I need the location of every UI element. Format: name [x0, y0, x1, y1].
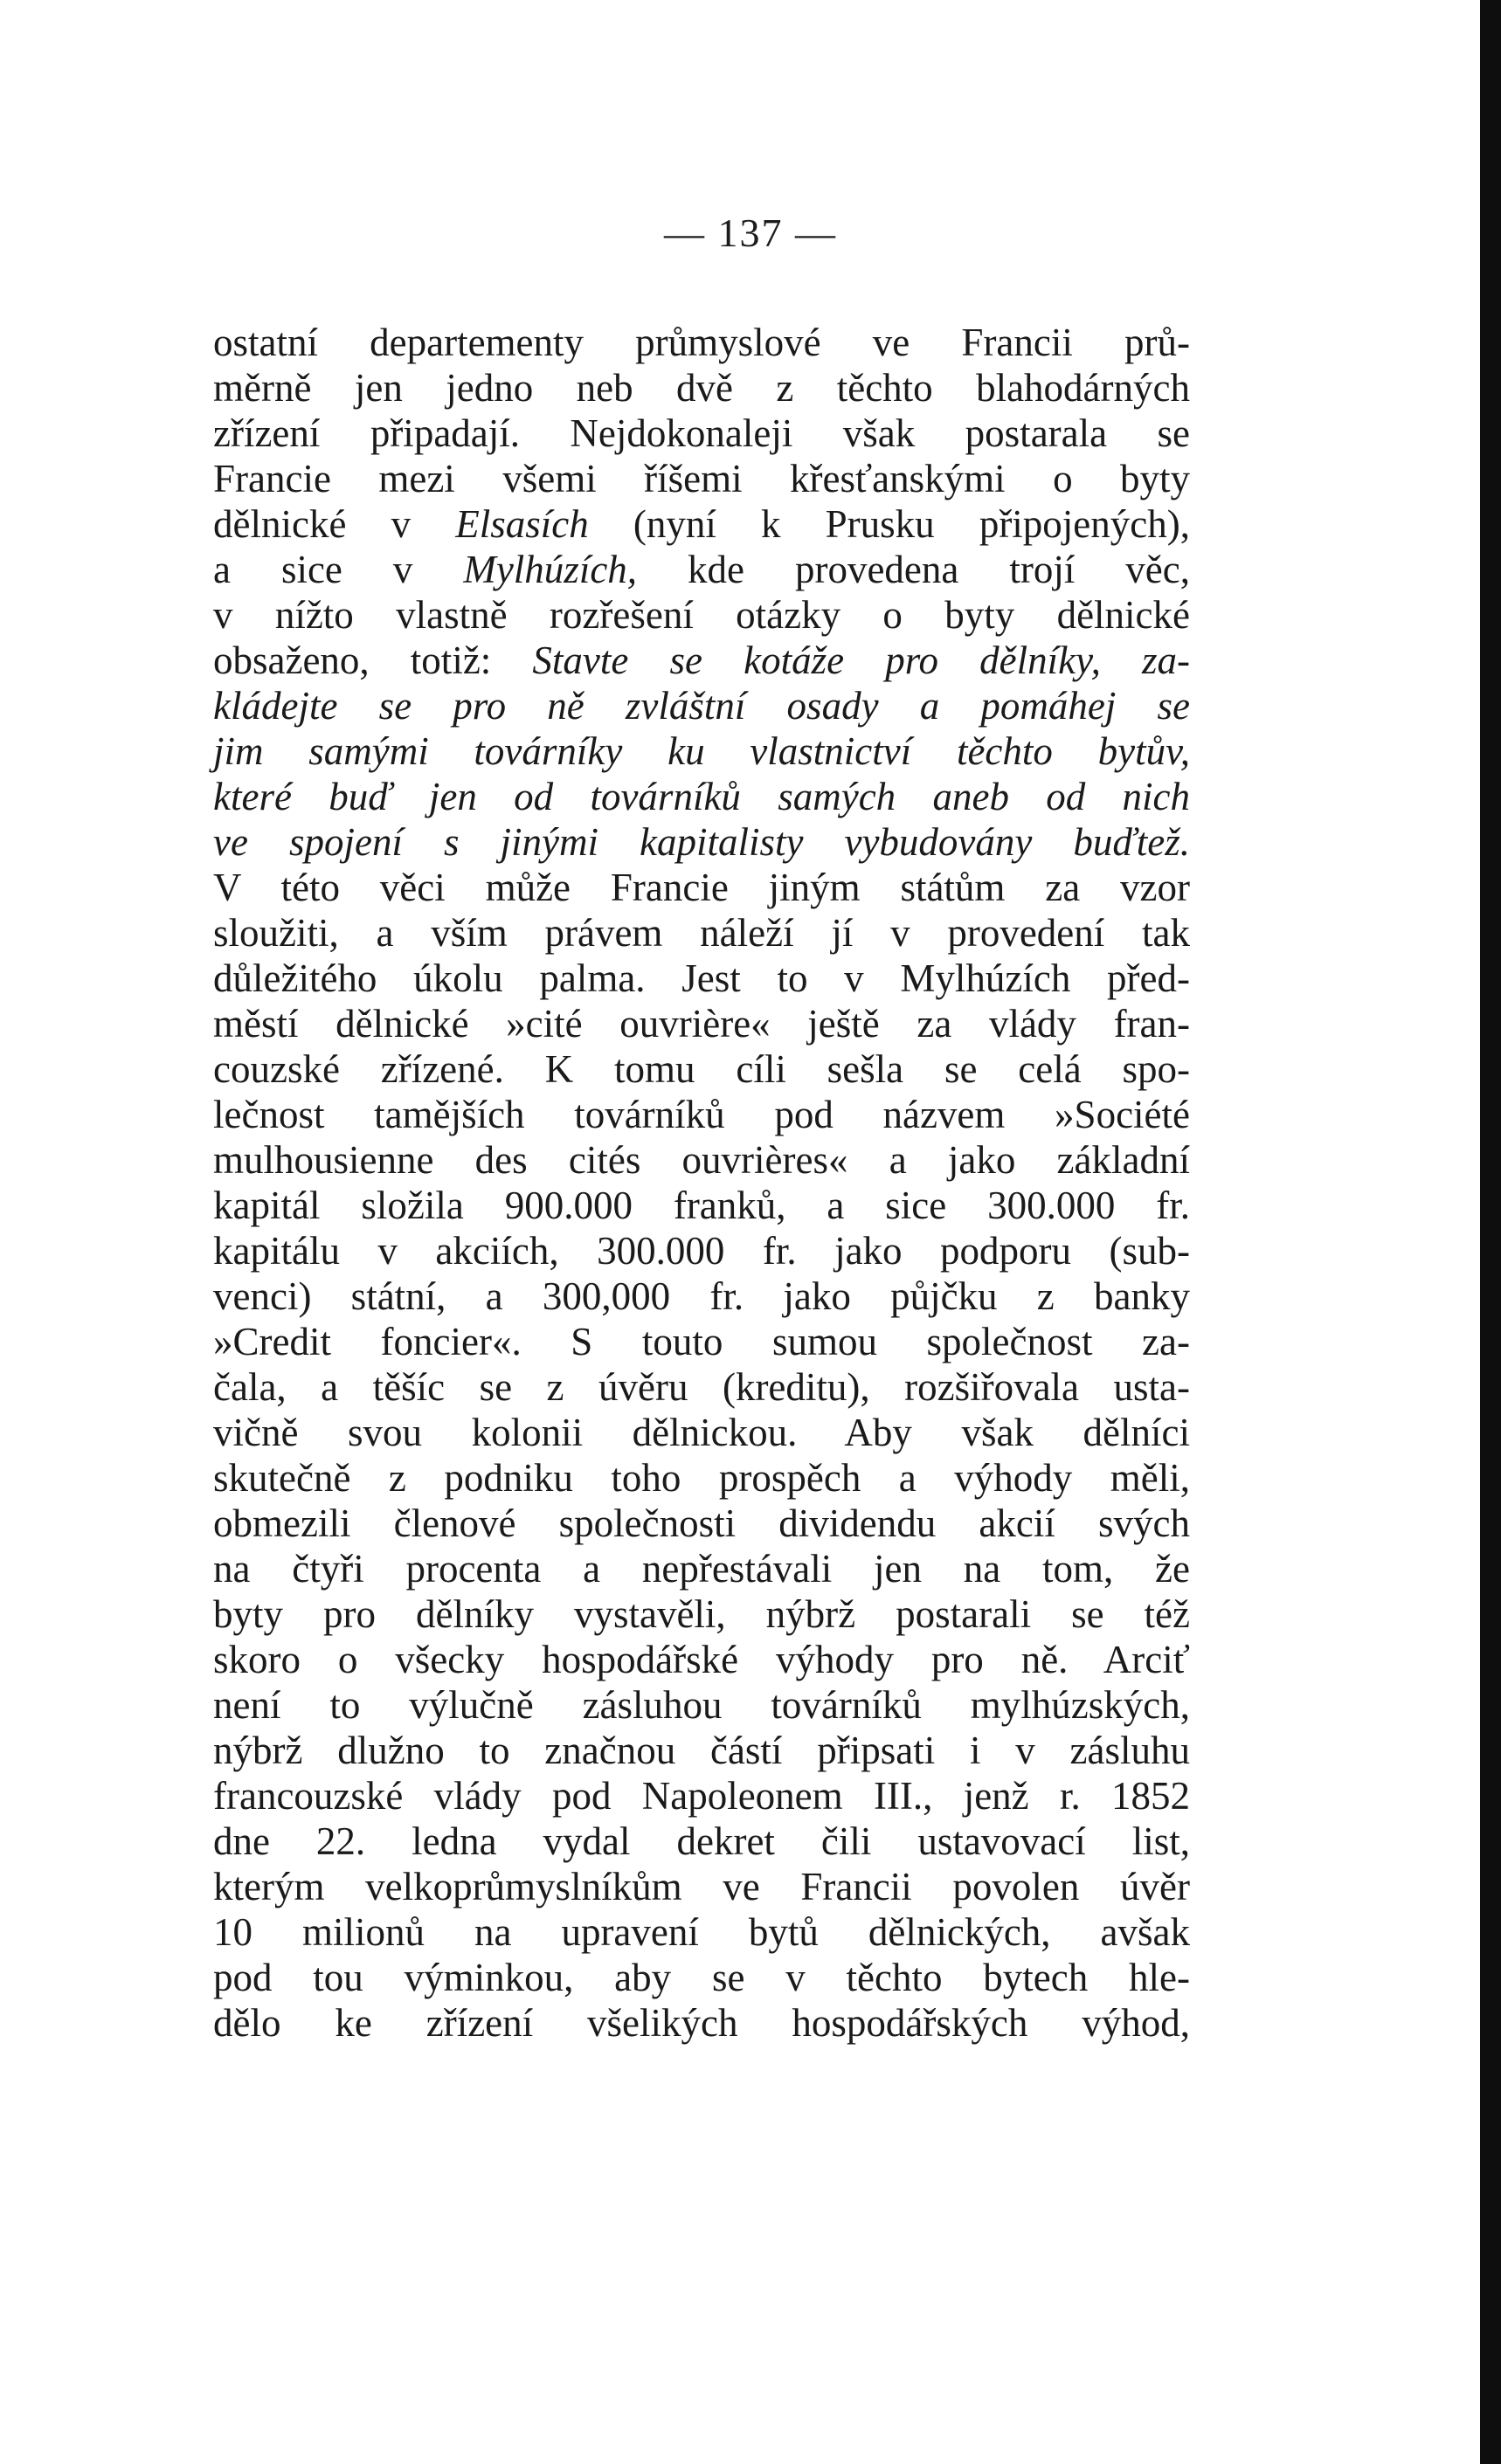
text-line [213, 1637, 1190, 1682]
text-line [213, 456, 1190, 501]
text-line [213, 592, 1190, 638]
text-segment: městí dělnické »cité ouvrière« ještě za vlády fran- [213, 1002, 1190, 1046]
text-segment: venci) státní, a 300,000 fr. jako půjčku z banky [213, 1274, 1190, 1318]
text-line [213, 1092, 1190, 1137]
text-segment: obmezili členové společnosti dividendu akcií svých [213, 1501, 1190, 1545]
text-segment: měrně jen jedno neb dvě z těchto blahodárných [213, 366, 1190, 410]
text-line [213, 320, 1190, 365]
body-text [213, 320, 1190, 2046]
text-line [213, 910, 1190, 956]
text-segment: pod tou výminkou, aby se v těchto bytech hle- [213, 1956, 1190, 1999]
text-segment: skutečně z podniku toho prospěch a výhody měli, [213, 1456, 1190, 1500]
text-segment: a sice v [213, 548, 464, 591]
page-number: — 137 — [664, 211, 837, 255]
text-segment: kapitál složila 900.000 franků, a sice 300.000 fr. [213, 1184, 1190, 1227]
italic-text-segment: Stavte se kotáže pro dělníky, za- [532, 638, 1190, 682]
text-line [213, 1046, 1190, 1092]
text-segment: Francie mezi všemi říšemi křesťanskými o byty [213, 457, 1190, 500]
text-line [213, 1955, 1190, 2000]
text-segment: francouzské vlády pod Napoleonem III., jenž r. 1852 [213, 1774, 1190, 1818]
text-line [213, 1819, 1190, 1864]
text-segment: není to výlučně zásluhou továrníků mylhúzských, [213, 1683, 1190, 1727]
text-line [213, 1364, 1190, 1410]
text-line [213, 547, 1190, 592]
italic-text-segment: Elsasích [455, 502, 589, 546]
text-segment: V této věci může Francie jiným státům za vzor [213, 866, 1190, 909]
text-line [213, 365, 1190, 411]
text-segment: 10 milionů na upravení bytů dělnických, avšak [213, 1910, 1190, 1954]
text-segment: obsaženo, totiž: [213, 638, 533, 682]
text-line [213, 1410, 1190, 1455]
text-segment: mulhousienne des cités ouvrières« a jako základní [213, 1138, 1190, 1182]
italic-text-segment: jim samými továrníky ku vlastnictví těchto bytův, [213, 729, 1190, 773]
text-line [213, 1728, 1190, 1773]
text-line [213, 1501, 1190, 1546]
text-segment: dne 22. ledna vydal dekret čili ustavovací list, [213, 1819, 1190, 1863]
scan-edge [1480, 0, 1501, 2464]
text-line [213, 1591, 1190, 1637]
text-segment: v nížto vlastně rozřešení otázky o byty dělnické [213, 593, 1190, 637]
text-line [213, 1909, 1190, 1955]
text-segment: lečnost tamějších továrníků pod názvem »Société [213, 1093, 1190, 1136]
text-segment: kde provedena trojí věc, [637, 548, 1190, 591]
text-line [213, 1682, 1190, 1728]
text-line [213, 956, 1190, 1001]
text-line [213, 638, 1190, 683]
text-segment: důležitého úkolu palma. Jest to v Mylhúzích před- [213, 956, 1190, 1000]
text-line [213, 1137, 1190, 1183]
text-segment: byty pro dělníky vystavěli, nýbrž postarali se též [213, 1592, 1190, 1636]
text-segment: dělnické v [213, 502, 456, 546]
text-line [213, 501, 1190, 547]
text-segment: nýbrž dlužno to značnou částí připsati i v zásluhu [213, 1729, 1190, 1772]
italic-text-segment: které buď jen od továrníků samých aneb od nich [213, 775, 1190, 818]
text-line [213, 1455, 1190, 1501]
text-line [213, 774, 1190, 819]
text-line [213, 411, 1190, 456]
italic-text-segment: kládejte se pro ně zvláštní osady a pomáhej se [213, 684, 1190, 728]
text-segment: »Credit foncier«. S touto sumou společnost za- [213, 1320, 1190, 1363]
text-segment: kterým velkoprůmyslníkům ve Francii povolen úvěr [213, 1865, 1190, 1908]
text-line [213, 2000, 1190, 2046]
text-segment: vičně svou kolonii dělnickou. Aby však dělníci [213, 1411, 1190, 1454]
text-segment: dělo ke zřízení všelikých hospodářských výhod, [213, 2001, 1190, 2045]
text-line [213, 865, 1190, 910]
text-line [213, 728, 1190, 774]
text-line [213, 1773, 1190, 1819]
text-line [213, 1228, 1190, 1273]
text-line [213, 1001, 1190, 1046]
text-segment: (nyní k Prusku připojených), [588, 502, 1190, 546]
text-segment: sloužiti, a vším právem náleží jí v provedení tak [213, 911, 1190, 955]
text-line [213, 1864, 1190, 1909]
italic-text-segment: ve spojení s jinými kapitalisty vybudovány buďtež. [213, 820, 1190, 864]
text-line [213, 1319, 1190, 1364]
text-segment: zřízení připadají. Nejdokonaleji však postarala se [213, 411, 1190, 455]
text-line [213, 819, 1190, 865]
text-line [213, 683, 1190, 728]
text-segment: kapitálu v akciích, 300.000 fr. jako podporu (sub- [213, 1229, 1190, 1273]
text-segment: čala, a těšíc se z úvěru (kreditu), rozšiřovala usta- [213, 1365, 1190, 1409]
text-line [213, 1546, 1190, 1591]
text-segment: couzské zřízené. K tomu cíli sešla se celá spo- [213, 1047, 1190, 1091]
text-line [213, 1183, 1190, 1228]
text-line [213, 1273, 1190, 1319]
text-segment: skoro o všecky hospodářské výhody pro ně. Arciť [213, 1638, 1190, 1681]
text-segment: ostatní departementy průmyslové ve Francii prů- [213, 321, 1190, 364]
italic-text-segment: Mylhúzích, [463, 548, 638, 591]
text-segment: na čtyři procenta a nepřestávali jen na tom, že [213, 1547, 1190, 1591]
